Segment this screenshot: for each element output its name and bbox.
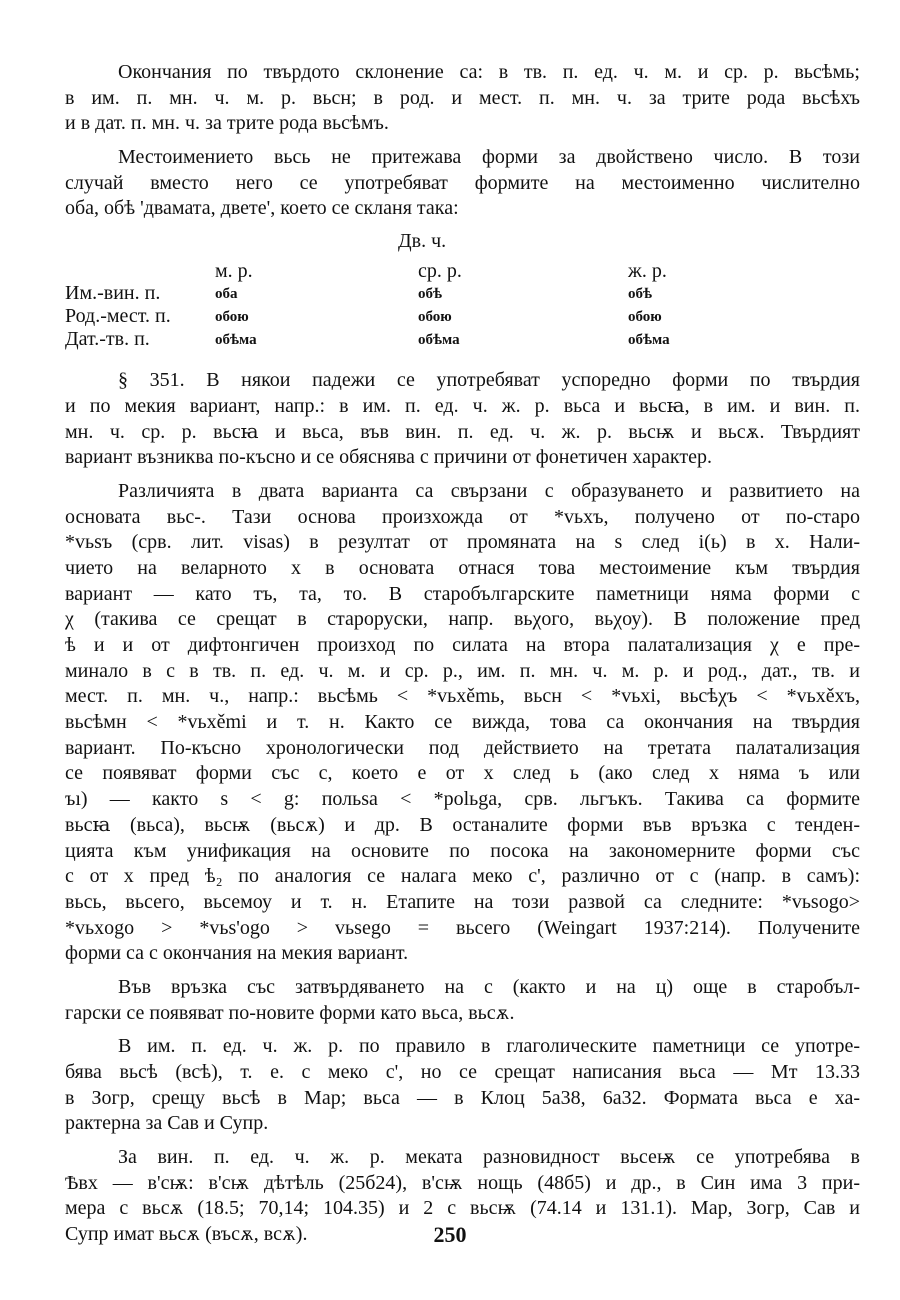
table-title: Дв. ч. <box>398 230 447 253</box>
text-line: чието на веларното x в основата отнася това местоимение към твърдия <box>65 556 860 579</box>
table-cell: обою <box>215 309 249 326</box>
text-line: оба, обѣ 'двамата, двете', което се скланя така: <box>65 197 459 220</box>
page-body <box>65 60 860 1256</box>
table-cell: обѣ <box>628 286 653 303</box>
text-line: Местоимението вьсь не притежава форми за двойствено число. В този <box>118 146 860 169</box>
row-label: Им.-вин. п. <box>65 282 161 305</box>
text-line: вариант. По-късно хронологически под действието на третата палатализация <box>65 736 860 759</box>
paragraph <box>65 60 860 137</box>
text-line: и в дат. п. мн. ч. за трите рода вьсѣмъ. <box>65 112 389 135</box>
paragraph <box>65 1034 860 1137</box>
text-line: Различията в двата варианта са свързани с образуването и развитието на <box>118 479 860 502</box>
row-label: Род.-мест. п. <box>65 305 171 328</box>
text-line: § 351. В някои падежи се употребяват успоредно форми по твърдия <box>118 369 860 392</box>
text-line: *vьxogo > *vьs'ogo > vьsego = вьсего (Weingart 1937:214). Получените <box>65 916 860 939</box>
text-line: гарски се появяват по-новите форми като вьса, вьсѫ. <box>65 1001 515 1024</box>
text-line: *vьsъ (срв. лит. visas) в резултат от промяната на s след i(ь) в x. Нали- <box>65 531 860 554</box>
text-line: основата вьс-. Тази основа произхожда от *vьxъ, получено от по-старо <box>65 505 860 528</box>
table-cell: обою <box>628 309 662 326</box>
text-line: и по мекия вариант, напр.: в им. п. ед. ч. ж. р. вьса и вьсꙗ, в им. и вин. п. <box>65 394 860 417</box>
text-line: минало в с в тв. п. ед. ч. м. и ср. р., им. п. мн. ч. м. р. и род., дат., тв. и <box>65 659 860 682</box>
text-line: Ѣвх — в'сѭ: в'сѭ дѣтѣль (25б24), в'сѭ нощь (48б5) и др., в Син има 3 при- <box>65 1171 860 1194</box>
text-line: мн. ч. ср. р. вьсꙗ и вьса, във вин. п. ед. ч. ж. р. вьсѭ и вьсѫ. Твърдият <box>65 420 860 443</box>
page-number: 250 <box>433 1222 467 1247</box>
text-line: вьсь, вьсего, вьсемоу и т. н. Етапите на този развой са следните: *vьsogo> <box>65 890 860 913</box>
text-line: χ (такива се срещат в староруски, напр. вьχого, вьχоу). В положение пред <box>65 608 860 631</box>
paragraph <box>65 145 860 222</box>
text-line: Във връзка със затвърдяването на с (както и на ц) още в старобъл- <box>118 975 860 998</box>
paragraph <box>65 479 860 967</box>
text-line: рактерна за Сав и Супр. <box>65 1112 269 1135</box>
text-line: вьсѣмн < *vьxěmi и т. н. Както се вижда, това са окончания на твърдия <box>65 711 860 734</box>
text-line: вариант — като тъ, та, то. В старобългарските паметници няма форми с <box>65 582 860 605</box>
table-cell: оба <box>215 286 238 303</box>
text-block-before-table <box>65 60 860 222</box>
text-line: За вин. п. ед. ч. ж. р. меката разновидност вьсеѭ се употребява в <box>118 1146 860 1169</box>
text-line: Супр имат вьсѫ (въсѫ, всѫ). <box>65 1223 308 1246</box>
text-line: вариант възниква по-късно и се обяснява с причини от фонетичен характер. <box>65 446 712 469</box>
text-line: в им. п. мн. ч. м. р. вьсн; в род. и мест. п. мн. ч. за трите рода вьсѣхъ <box>65 86 860 109</box>
text-line: бява вьсѣ (всѣ), т. е. с меко с', но се срещат написания вьса — Мт 13.33 <box>65 1061 860 1083</box>
dual-declension-table <box>65 230 860 362</box>
text-line: В им. п. ед. ч. ж. р. по правило в глаголическите паметници се употре- <box>118 1035 860 1058</box>
text-line: ѣ и и от дифтонгичен произход по силата на втора палатализация χ е пре- <box>65 634 860 656</box>
table-cell: обѣма <box>418 332 460 349</box>
text-line: c от x пред ѣ₂ по аналогия се налага меко с', различно от с (напр. в самъ): <box>65 865 860 888</box>
row-label: Дат.-тв. п. <box>65 328 150 351</box>
paragraph <box>65 975 860 1026</box>
column-header-neuter: ср. р. <box>418 260 462 283</box>
table-cell: обѣ <box>418 286 443 303</box>
text-line: форми са с окончания на мекия вариант. <box>65 942 409 965</box>
column-header-feminine: ж. р. <box>628 260 667 283</box>
text-line: вьсꙗ (вьса), вьсѭ (вьсѫ) и др. В останалите форми във връзка с тенден- <box>65 813 860 836</box>
text-line: се появяват форми със с, което е от x след ь (ако след x няма ъ или <box>65 762 860 785</box>
table-cell: обѣма <box>215 332 257 349</box>
text-line: Окончания по твърдото склонение са: в тв. п. ед. ч. м. и ср. р. вьсѣмь; <box>118 61 860 83</box>
table-cell: обою <box>418 309 452 326</box>
text-line: мест. п. мн. ч., напр.: вьсѣмь < *vьxěmь, вьсн < *vьxi, вьсѣχъ < *vьxěxъ, <box>65 685 860 708</box>
paragraph <box>65 368 860 471</box>
column-header-masculine: м. р. <box>215 260 253 283</box>
text-line: ъı) — както ѕ < g: польѕа < *polьga, срв. льгъкъ. Такива са формите <box>65 788 860 811</box>
text-line: в Зогр, срещу вьсѣ в Мар; вьса — в Клоц 5а38, 6а32. Формата вьса е ха- <box>65 1086 860 1109</box>
table-cell: обѣма <box>628 332 670 349</box>
text-line: мера с вьсѫ (18.5; 70,14; 104.35) и 2 с вьсѭ (74.14 и 131.1). Мар, Зогр, Сав и <box>65 1197 860 1220</box>
text-line: случай вместо него се употребяват формите на местоименно числително <box>65 171 860 194</box>
text-block-after-table <box>65 368 860 1248</box>
text-line: цията към унификация на основите по посока на закономерните форми със <box>65 839 860 862</box>
